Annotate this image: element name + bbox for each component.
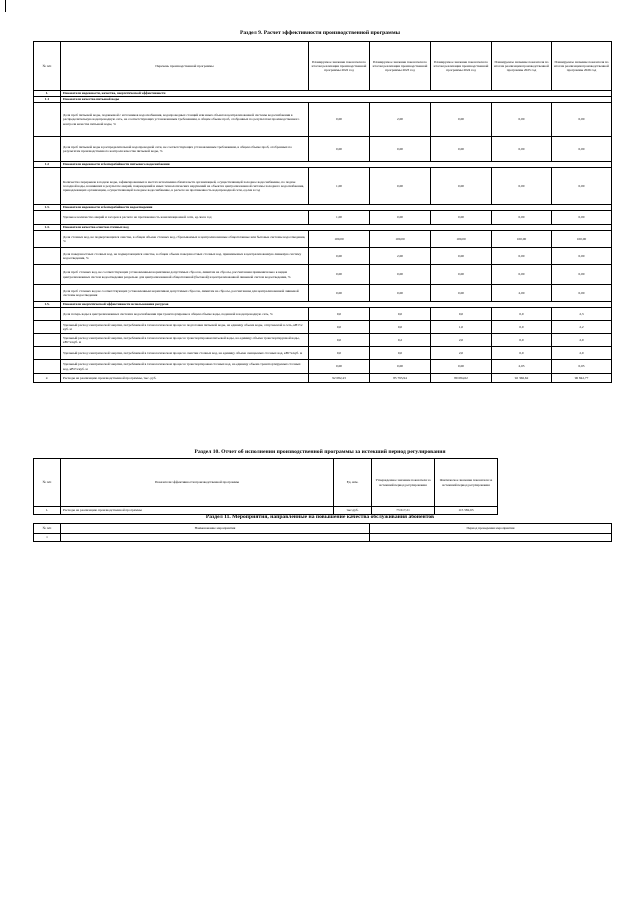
section-10-header-row bbox=[34, 459, 612, 507]
row-number bbox=[34, 321, 61, 334]
column-header: Ед. изм. bbox=[334, 459, 372, 507]
section-9-header-row bbox=[34, 42, 612, 91]
value-cell: 0,00 bbox=[370, 168, 431, 205]
value-cell: 0,00 bbox=[552, 211, 612, 225]
value-cell: 2,0 bbox=[552, 347, 612, 360]
table-row bbox=[34, 308, 612, 321]
value-cell: 0,00 bbox=[492, 211, 552, 225]
section-11-title: Раздел 11. Мероприятия, направленные на повышение качества обслуживания абонентов bbox=[205, 514, 435, 520]
value-cell: 0,00 bbox=[309, 265, 370, 285]
value-cell: 0,0 bbox=[492, 308, 552, 321]
table-row bbox=[34, 248, 612, 265]
value-cell: 1,00 bbox=[309, 211, 370, 225]
indicator-name: Показатели качества очистки сточных вод bbox=[61, 225, 612, 231]
value-cell: 0,00 bbox=[309, 137, 370, 162]
row-number bbox=[34, 334, 61, 347]
column-header: Планируемое значение показателя по итогам реализации производственной программы 2022 год bbox=[309, 42, 370, 91]
indicator-name: Расходы на реализацию производственной программы, тыс. руб. bbox=[61, 374, 309, 383]
value-cell: 2,00 bbox=[370, 103, 431, 137]
indicator-name: Количество перерывов в подаче воды, зафиксированных в местах исполнения обязательств организацией, осуществляющей холодное водоснабжение, по подаче холодной воды, возникших в результате аварий, повреждений и иных технологических нарушений на объектах централизованной системы холодного водоснабжения, принадлежащих организации, осуществляющей холодное водоснабжение, в расчете на протяженность водопроводной сети, ед./км в год bbox=[61, 168, 309, 205]
value-cell: 92 366,62 bbox=[492, 374, 552, 383]
column-header: Планируемое значение показателя по итогам реализации производственной программы 2023 год bbox=[370, 42, 431, 91]
actual-value: 115 582,65 bbox=[435, 507, 498, 515]
value-cell: 0,00 bbox=[552, 137, 612, 162]
indicator-name: Показатели надежности, качества, энергетической эффективности bbox=[61, 91, 612, 97]
column-header: Период проведения мероприятия bbox=[370, 524, 612, 534]
column-header: № п/п bbox=[34, 459, 61, 507]
column-header: Показатели эффективности производственной программы bbox=[61, 459, 334, 507]
row-number bbox=[34, 211, 61, 225]
value-cell: 0,0 bbox=[309, 347, 370, 360]
row-number: 2. bbox=[34, 374, 61, 383]
row-number bbox=[34, 308, 61, 321]
section-9-table bbox=[33, 41, 612, 383]
indicator-name: Доля поверхностных сточных вод, не подвергающихся очистке, в общем объеме поверхностных сточных вод, принимаемых в централизованную ливневую систему водоотведения, % bbox=[61, 248, 309, 265]
column-header: Утвержденное значение показателя за истекший период регулирования bbox=[372, 459, 435, 507]
value-cell: 100,00 bbox=[370, 231, 431, 248]
indicator-name: Доля проб питьевой воды в распределительной водопроводной сети, не соответствующих установленным требованиям, в общем объеме проб, отобранных по результатам производственного контроля качества питьевой воды, % bbox=[61, 137, 309, 162]
value-cell: 0,00 bbox=[309, 360, 370, 374]
value-cell: 0,00 bbox=[431, 248, 492, 265]
value-cell: 2,3 bbox=[552, 308, 612, 321]
row-number bbox=[34, 103, 61, 137]
column-header: Планируемое значение показателя по итогам реализации производственной программы 2026 год bbox=[552, 42, 612, 91]
row-number bbox=[34, 360, 61, 374]
value-cell: 0,00 bbox=[309, 248, 370, 265]
indicator-name: Показатели качества питьевой воды bbox=[61, 97, 612, 103]
value-cell: 0,00 bbox=[552, 103, 612, 137]
table-row bbox=[34, 534, 612, 542]
value-cell: 0,00 bbox=[431, 103, 492, 137]
row-number bbox=[34, 168, 61, 205]
indicator-name: Показатели надежности и бесперебойности водоотведения bbox=[61, 205, 612, 211]
indicator-name: Показатели энергетической эффективности использования ресурсов bbox=[61, 302, 612, 308]
value-cell: 0,03 bbox=[552, 360, 612, 374]
row-number bbox=[34, 231, 61, 248]
table-row bbox=[34, 265, 612, 285]
value-cell: 0,00 bbox=[370, 265, 431, 285]
value-cell: 0,0 bbox=[309, 321, 370, 334]
row-number: 1. bbox=[34, 91, 61, 97]
value-cell: 1,00 bbox=[309, 168, 370, 205]
value-cell: 2,03 bbox=[492, 360, 552, 374]
column-header: Планируемое значение показателя по итогам реализации производственной программы 2024 год bbox=[431, 42, 492, 91]
section-10-title: Раздел 10. Отчет об исполнении производственной программы за истекший период регулирования bbox=[194, 449, 446, 455]
value-cell: 0,00 bbox=[492, 137, 552, 162]
section-11-table bbox=[33, 523, 612, 542]
value-cell: 0,00 bbox=[492, 248, 552, 265]
value-cell: 0,00 bbox=[370, 360, 431, 374]
row-number bbox=[34, 285, 61, 302]
table-row bbox=[34, 137, 612, 162]
table-row bbox=[34, 321, 612, 334]
row-number: 1 bbox=[34, 534, 61, 542]
row-number: 1.2 bbox=[34, 162, 61, 168]
value-cell: 0,0 bbox=[492, 347, 552, 360]
column-header: № п/п bbox=[34, 42, 61, 91]
value-cell: 0,00 bbox=[370, 211, 431, 225]
table-row bbox=[34, 211, 612, 225]
value-cell: 0,00 bbox=[431, 168, 492, 205]
value-cell: 100,00 bbox=[431, 231, 492, 248]
value-cell: 0,00 bbox=[431, 211, 492, 225]
value-cell: 2,0 bbox=[552, 334, 612, 347]
indicator-name: Удельный расход электрической энергии, потребляемой в технологическом процессе очистки сточных вод, на единицу объема очищаемых сточных вод, кВт•ч/куб. м bbox=[61, 347, 309, 360]
section-11-header-row bbox=[34, 524, 612, 534]
value-cell: 0,00 bbox=[492, 265, 552, 285]
value-cell: 0,0 bbox=[370, 308, 431, 321]
indicator-name: Доля сточных вод, не подвергающихся очистке, в общем объеме сточных вод, сбрасываемых в централизованные общесплавные или бытовые системы водоотведения, % bbox=[61, 231, 309, 248]
column-header: Фактическое значение показателя за истекший период регулирования bbox=[435, 459, 498, 507]
value-cell: 0,00 bbox=[370, 137, 431, 162]
indicator-name: Доля проб питьевой воды, подаваемой с источников водоснабжения, водопроводных станций или иных объектов централизованной системы водоснабжения в распределительную водопроводную сеть, не соответствующих установленным требованиям, в общем объеме проб, отобранных по результатам производственного контроля качества питьевой воды, % bbox=[61, 103, 309, 137]
indicator-name: Удельное количество аварий и засоров в расчете на протяженность канализационной сети, ед./км в год bbox=[61, 211, 309, 225]
table-row bbox=[34, 360, 612, 374]
value-cell: 96 842,77 bbox=[552, 374, 612, 383]
table-row bbox=[34, 168, 612, 205]
column-header: № п/п bbox=[34, 524, 61, 534]
value-cell: 0,0 bbox=[431, 308, 492, 321]
value-cell: 0,00 bbox=[552, 248, 612, 265]
value-cell: 89 084,62 bbox=[431, 374, 492, 383]
row-number: 1. bbox=[34, 507, 61, 515]
table-row bbox=[34, 231, 612, 248]
value-cell: 0,0 bbox=[309, 334, 370, 347]
value-cell: 0,0 bbox=[370, 347, 431, 360]
total-row bbox=[34, 374, 612, 383]
row-number: 1.5. bbox=[34, 302, 61, 308]
value-cell: 0,00 bbox=[309, 285, 370, 302]
row-number bbox=[34, 137, 61, 162]
value-cell: 100,00 bbox=[492, 231, 552, 248]
value-cell: 0,2 bbox=[370, 334, 431, 347]
value-cell: 0,00 bbox=[431, 360, 492, 374]
value-cell: 2,00 bbox=[370, 248, 431, 265]
value-cell: 100,00 bbox=[552, 231, 612, 248]
value-cell: 85 795,94 bbox=[370, 374, 431, 383]
value-cell: 0,0 bbox=[370, 321, 431, 334]
value-cell: 0,00 bbox=[492, 103, 552, 137]
scan-edge-mark bbox=[5, 0, 6, 12]
value-cell: 1,0 bbox=[431, 321, 492, 334]
value-cell: 0,00 bbox=[552, 168, 612, 205]
value-cell: 0,00 bbox=[552, 265, 612, 285]
indicator-name: Расходы на реализацию производственной программы bbox=[61, 507, 334, 515]
value-cell: 92 082,43 bbox=[309, 374, 370, 383]
row-number: 1.1 bbox=[34, 97, 61, 103]
approved-value: 73 617,21 bbox=[372, 507, 435, 515]
indicator-name: Удельный расход электрической энергии, потребляемой в технологическом процессе транспортировки сточных вод, на единицу объема транспортируемых сточных вод, кВт•ч/куб. м bbox=[61, 360, 309, 374]
measure-period bbox=[370, 534, 612, 542]
value-cell: 0,00 bbox=[431, 265, 492, 285]
value-cell: 2,0 bbox=[431, 334, 492, 347]
value-cell: 0,00 bbox=[309, 103, 370, 137]
value-cell: 2,2 bbox=[552, 321, 612, 334]
value-cell: 2,00 bbox=[492, 285, 552, 302]
table-row bbox=[34, 103, 612, 137]
indicator-name: Доля проб сточных вод, не соответствующих установленным нормативам допустимых сбросов, лимитам на сбросы, рассчитанная применительно к видам централизованных систем водоотведения раздельно для централизованной общесплавной (бытовой) и централизованной ливневой систем водоотведения, % bbox=[61, 265, 309, 285]
unit: тыс.руб. bbox=[334, 507, 372, 515]
row-number: 1.4. bbox=[34, 225, 61, 231]
table-row bbox=[34, 285, 612, 302]
value-cell: 100,00 bbox=[309, 231, 370, 248]
row-number bbox=[34, 248, 61, 265]
row-number bbox=[34, 347, 61, 360]
row-number bbox=[34, 265, 61, 285]
column-header: Перечень производственной программы bbox=[61, 42, 309, 91]
indicator-name: Доля потерь воды в централизованных системах водоснабжения при транспортировке в общем объеме воды, поданной в водопроводную сеть, % bbox=[61, 308, 309, 321]
column-header: Планируемое значение показателя по итогам реализации производственной программы 2025 год bbox=[492, 42, 552, 91]
section-9-title: Раздел 9. Расчет эффективности производственной программы bbox=[239, 30, 401, 36]
indicator-name: Доля проб сточных вод не соответствующих установленным нормативам допустимых сбросов, лимитам на сбросы, рассчитанная для централизованной ливневой системы водоотведения bbox=[61, 285, 309, 302]
value-cell: 0,00 bbox=[431, 137, 492, 162]
table-row bbox=[34, 347, 612, 360]
value-cell: 0,00 bbox=[492, 168, 552, 205]
value-cell: 0,00 bbox=[431, 285, 492, 302]
empty-space bbox=[498, 459, 612, 507]
value-cell: 0,0 bbox=[309, 308, 370, 321]
value-cell: 0,00 bbox=[552, 285, 612, 302]
row-number: 1.3. bbox=[34, 205, 61, 211]
value-cell: 2,0 bbox=[431, 347, 492, 360]
value-cell: 0,00 bbox=[370, 285, 431, 302]
value-cell: 0,0 bbox=[492, 334, 552, 347]
section-9-table-body bbox=[34, 91, 612, 383]
column-header: Наименование мероприятия bbox=[61, 524, 370, 534]
value-cell: 0,0 bbox=[492, 321, 552, 334]
indicator-name: Показатели надежности и бесперебойности питьевого водоснабжения bbox=[61, 162, 612, 168]
section-10-table bbox=[33, 458, 612, 515]
measure-name bbox=[61, 534, 370, 542]
indicator-name: Удельный расход электрической энергии, потребляемой в технологическом процессе транспортировки питьевой воды, на единицу объема транспортируемой воды, кВт•ч/куб. м bbox=[61, 334, 309, 347]
indicator-name: Удельный расход электрической энергии, потребляемой в технологическом процессе подготовки питьевой воды, на единицу объема воды, отпускаемой в сеть, кВт•ч/куб. м bbox=[61, 321, 309, 334]
table-row bbox=[34, 334, 612, 347]
